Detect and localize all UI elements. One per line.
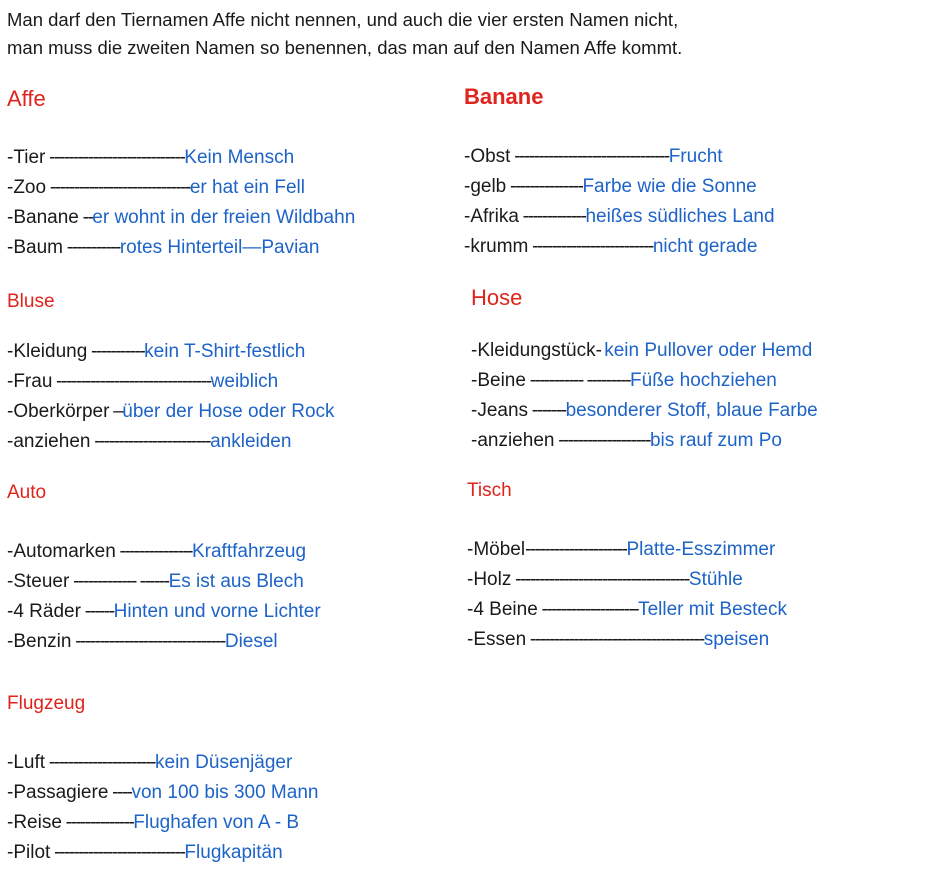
dash-line: ------------------------------- bbox=[71, 631, 225, 652]
answer: Teller mit Besteck bbox=[638, 599, 787, 620]
dash-line: ----------------------------- bbox=[46, 177, 190, 198]
term: -Kleidungstück bbox=[471, 340, 596, 361]
answer: Flughafen von A - B bbox=[133, 812, 300, 833]
list-item bbox=[7, 400, 335, 424]
list-item bbox=[471, 429, 782, 453]
list-item bbox=[471, 339, 812, 363]
list-item bbox=[7, 751, 292, 775]
term: -Essen bbox=[467, 629, 527, 650]
term: -Passagiere bbox=[7, 782, 109, 803]
answer: nicht gerade bbox=[652, 236, 758, 257]
dash-line: --------------------------- bbox=[50, 842, 185, 863]
dash-line: -------------------------------- bbox=[510, 146, 669, 167]
section-title: Bluse bbox=[7, 291, 55, 312]
answer: heißes südliches Land bbox=[585, 206, 775, 227]
intro-text bbox=[7, 6, 682, 62]
answer: ankleiden bbox=[210, 431, 292, 452]
term: -Luft bbox=[7, 752, 46, 773]
section-title: Tisch bbox=[467, 480, 512, 501]
section-banane bbox=[464, 84, 919, 266]
section-flugzeug bbox=[7, 691, 447, 871]
dash-line: --------------- bbox=[115, 541, 192, 562]
term: -Möbel bbox=[467, 539, 526, 560]
answer: weiblich bbox=[210, 371, 279, 392]
answer: kein Düsenjäger bbox=[155, 752, 293, 773]
section-tisch bbox=[467, 478, 922, 660]
list-item bbox=[471, 399, 818, 423]
answer: besonderer Stoff, blaue Farbe bbox=[565, 400, 818, 421]
dash-line: -------------- bbox=[61, 812, 134, 833]
term: -Automarken bbox=[7, 541, 116, 562]
section-title: Banane bbox=[464, 84, 544, 109]
list-item bbox=[7, 370, 278, 394]
dash-line: ------------------- bbox=[554, 430, 650, 451]
dash-line: ------- bbox=[528, 400, 566, 421]
term: -Banane bbox=[7, 207, 79, 228]
list-item bbox=[7, 206, 355, 230]
answer: kein T-Shirt-festlich bbox=[144, 341, 306, 362]
answer: rotes Hinterteil—Pavian bbox=[119, 237, 320, 258]
term: -Beine bbox=[471, 370, 526, 391]
list-item bbox=[7, 236, 319, 260]
answer: er hat ein Fell bbox=[189, 177, 305, 198]
list-item bbox=[7, 340, 305, 364]
dash-line: ------ bbox=[80, 601, 114, 622]
list-item bbox=[7, 781, 318, 805]
section-title: Affe bbox=[7, 86, 46, 111]
answer: Füße hochziehen bbox=[630, 370, 777, 391]
answer: Es ist aus Blech bbox=[168, 571, 304, 592]
intro-line-1: Man darf den Tiernamen Affe nicht nennen, und auch die vier ersten Namen nicht, bbox=[7, 9, 679, 30]
term: -Afrika bbox=[464, 206, 519, 227]
dash-line: ---------------------- bbox=[45, 752, 156, 773]
term: -Reise bbox=[7, 812, 62, 833]
list-item bbox=[7, 630, 278, 654]
term: -Obst bbox=[464, 146, 511, 167]
answer: Diesel bbox=[224, 631, 278, 652]
dash-line: ---------------------------- bbox=[45, 147, 185, 168]
answer: Kraftfahrzeug bbox=[191, 541, 307, 562]
dash-line: ----------- --------- bbox=[525, 370, 631, 391]
dash-line: ------------- bbox=[518, 206, 586, 227]
term: -Baum bbox=[7, 237, 63, 258]
dash-line: – bbox=[109, 401, 123, 422]
dash-line: ----------- bbox=[87, 341, 145, 362]
term: -krumm bbox=[464, 236, 529, 257]
list-item bbox=[464, 145, 723, 169]
list-item bbox=[467, 598, 787, 622]
term: -4 Räder bbox=[7, 601, 81, 622]
dash-line: ------------------------------------ bbox=[511, 569, 689, 590]
dash-line: --------------- bbox=[506, 176, 583, 197]
list-item bbox=[7, 570, 304, 594]
term: -gelb bbox=[464, 176, 507, 197]
dash-line: ----------- bbox=[62, 237, 120, 258]
dash-line: ------------------------ bbox=[90, 431, 211, 452]
section-title: Flugzeug bbox=[7, 693, 86, 714]
dash-line: -------------------------------- bbox=[52, 371, 211, 392]
dash-line: ---- bbox=[108, 782, 132, 803]
list-item bbox=[7, 600, 321, 624]
answer: Platte-Esszimmer bbox=[626, 539, 776, 560]
term: -4 Beine bbox=[467, 599, 538, 620]
answer: kein Pullover oder Hemd bbox=[604, 340, 813, 361]
dash-line: --------------------- bbox=[525, 539, 627, 560]
term: -Oberkörper bbox=[7, 401, 110, 422]
list-item bbox=[464, 235, 757, 259]
answer: Hinten und vorne Lichter bbox=[113, 601, 321, 622]
section-title: Auto bbox=[7, 482, 47, 503]
list-item bbox=[7, 176, 305, 200]
answer: von 100 bis 300 Mann bbox=[131, 782, 319, 803]
list-item bbox=[467, 628, 769, 652]
term: -Holz bbox=[467, 569, 512, 590]
list-item bbox=[7, 430, 291, 454]
term: -Benzin bbox=[7, 631, 72, 652]
list-item bbox=[7, 146, 294, 170]
list-item bbox=[7, 540, 306, 564]
term: -Pilot bbox=[7, 842, 51, 863]
intro-line-2: man muss die zweiten Namen so benennen, das man auf den Namen Affe kommt. bbox=[7, 37, 683, 58]
list-item bbox=[7, 841, 283, 865]
dash-line: ------------------------------------ bbox=[526, 629, 704, 650]
answer: Flugkapitän bbox=[184, 842, 283, 863]
dash-line: -------------------- bbox=[537, 599, 639, 620]
list-item bbox=[471, 369, 777, 393]
list-item bbox=[7, 811, 299, 835]
section-affe bbox=[7, 86, 447, 266]
term: -Frau bbox=[7, 371, 53, 392]
answer: über der Hose oder Rock bbox=[122, 401, 335, 422]
answer: Farbe wie die Sonne bbox=[582, 176, 757, 197]
term: -Zoo bbox=[7, 177, 47, 198]
section-title: Hose bbox=[471, 285, 523, 310]
list-item bbox=[467, 538, 775, 562]
term: -Jeans bbox=[471, 400, 529, 421]
section-bluse bbox=[7, 289, 447, 459]
section-auto bbox=[7, 480, 447, 660]
dash-line: - bbox=[595, 340, 605, 361]
answer: er wohnt in der freien Wildbahn bbox=[92, 207, 356, 228]
answer: bis rauf zum Po bbox=[649, 430, 782, 451]
answer: Frucht bbox=[668, 146, 723, 167]
term: -anziehen bbox=[7, 431, 91, 452]
answer: Kein Mensch bbox=[184, 147, 295, 168]
section-hose bbox=[471, 285, 923, 459]
term: -anziehen bbox=[471, 430, 555, 451]
dash-line: -- bbox=[78, 207, 93, 228]
list-item bbox=[464, 205, 775, 229]
dash-line: ------------------------- bbox=[528, 236, 653, 257]
answer: speisen bbox=[703, 629, 770, 650]
term: -Tier bbox=[7, 147, 46, 168]
list-item bbox=[464, 175, 757, 199]
term: -Steuer bbox=[7, 571, 70, 592]
term: -Kleidung bbox=[7, 341, 88, 362]
answer: Stühle bbox=[688, 569, 743, 590]
dash-line: ------------- ------ bbox=[69, 571, 169, 592]
list-item bbox=[467, 568, 743, 592]
